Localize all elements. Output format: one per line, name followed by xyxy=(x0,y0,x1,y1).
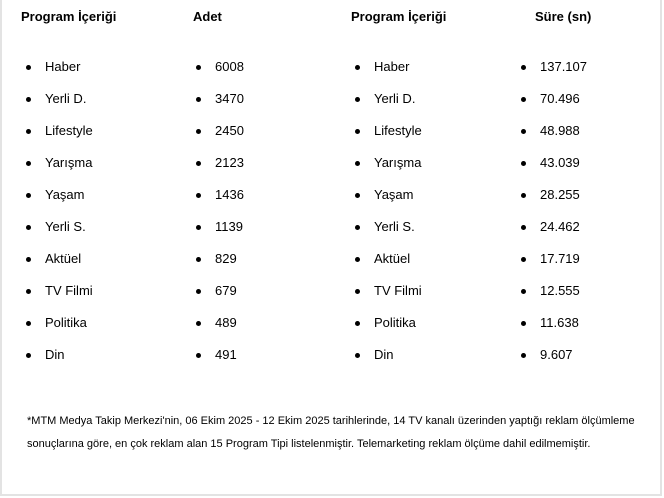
list-item: Haber xyxy=(349,56,422,88)
list-item: TV Filmi xyxy=(349,280,422,312)
duration-list xyxy=(515,56,587,376)
list-item: 43.039 xyxy=(515,152,587,184)
list-item: Politika xyxy=(20,312,93,344)
header-count: Adet xyxy=(193,9,222,24)
list-item: Yerli S. xyxy=(20,216,93,248)
list-item: 9.607 xyxy=(515,344,587,376)
list-item: 2450 xyxy=(190,120,244,152)
list-item: Lifestyle xyxy=(349,120,422,152)
list-item: Lifestyle xyxy=(20,120,93,152)
list-item: Haber xyxy=(20,56,93,88)
list-item: Aktüel xyxy=(349,248,422,280)
list-item: Yaşam xyxy=(349,184,422,216)
list-item: Din xyxy=(349,344,422,376)
list-item: 11.638 xyxy=(515,312,587,344)
list-item: 2123 xyxy=(190,152,244,184)
list-item: 489 xyxy=(190,312,244,344)
list-item: 28.255 xyxy=(515,184,587,216)
list-item: Yarışma xyxy=(20,152,93,184)
list-item: 829 xyxy=(190,248,244,280)
list-item: 48.988 xyxy=(515,120,587,152)
list-item: Din xyxy=(20,344,93,376)
left-program-list xyxy=(20,56,93,376)
list-item: 491 xyxy=(190,344,244,376)
list-item: 17.719 xyxy=(515,248,587,280)
list-item: Yarışma xyxy=(349,152,422,184)
header-duration: Süre (sn) xyxy=(535,9,592,24)
list-item: Yerli D. xyxy=(349,88,422,120)
list-item: 1139 xyxy=(190,216,244,248)
list-item: 137.107 xyxy=(515,56,587,88)
list-item: Aktüel xyxy=(20,248,93,280)
list-item: Yerli S. xyxy=(349,216,422,248)
right-program-list xyxy=(349,56,422,376)
footnote: *MTM Medya Takip Merkezi'nin, 06 Ekim 2025 - 12 Ekim 2025 tarihlerinde, 14 TV kanalı üzerinden yaptığı reklam ölçümleme sonuçlarına göre, en çok reklam alan 15 Program Tipi listelenmiştir. Telemarketing reklam ölçüme dahil edilmemiştir. xyxy=(27,415,635,450)
list-item: 679 xyxy=(190,280,244,312)
header-program-content-left: Program İçeriği xyxy=(21,9,117,24)
list-item: TV Filmi xyxy=(20,280,93,312)
list-item: 12.555 xyxy=(515,280,587,312)
list-item: Yerli D. xyxy=(20,88,93,120)
count-list xyxy=(190,56,244,376)
list-item: 24.462 xyxy=(515,216,587,248)
header-program-content-right: Program İçeriği xyxy=(351,9,447,24)
list-item: 1436 xyxy=(190,184,244,216)
list-item: 70.496 xyxy=(515,88,587,120)
list-item: Yaşam xyxy=(20,184,93,216)
list-item: 3470 xyxy=(190,88,244,120)
list-item: 6008 xyxy=(190,56,244,88)
list-item: Politika xyxy=(349,312,422,344)
